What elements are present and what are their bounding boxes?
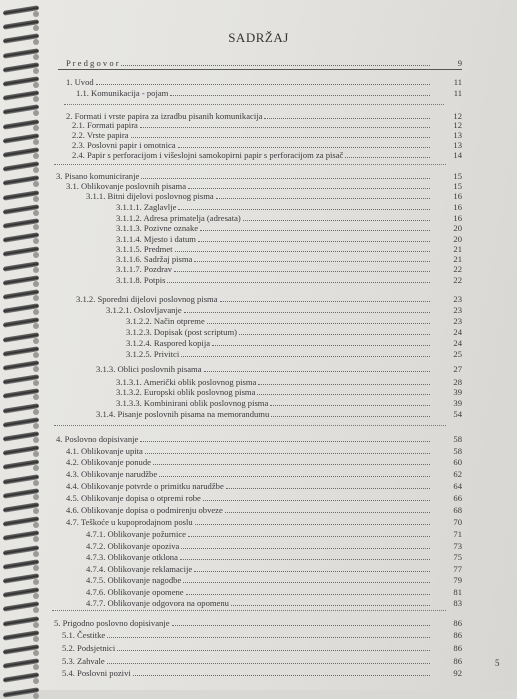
toc-leader-dots [195,524,430,525]
punch-hole [33,82,39,88]
toc-entry [126,349,462,359]
punch-hole [33,437,39,443]
toc-entry-label: 3.1.1.2. Adresa primatelja (adresata) [116,213,241,223]
section-rule [64,104,444,105]
toc-entry-page: 9 [457,58,462,68]
toc-entry-page: 28 [453,377,462,387]
toc-entry-page: 11 [453,88,462,98]
toc-entry-label: 3.1.2.5. Privitci [126,349,180,359]
toc-entry [116,377,462,387]
punch-hole [33,522,39,528]
page-title: SADRŽAJ [228,30,289,45]
toc-leader-dots [198,241,430,242]
toc-leader-dots [194,261,430,262]
punch-hole [33,352,39,358]
toc-entry [76,88,462,98]
toc-entry [66,457,462,467]
toc-entry-page: 22 [453,264,462,274]
toc-entry-page: 86 [453,630,462,640]
punch-hole [33,196,39,202]
toc-entry [116,202,462,212]
toc-entry-page: 12 [453,120,462,130]
toc-entry-label: 2. Formati i vrste papira za izradbu pisanih komunikacija [66,111,263,121]
toc-leader-dots [117,650,430,651]
toc-entry-page: 20 [453,234,462,244]
toc-entry [72,140,462,150]
toc-entry-label: 4.7.4. Oblikovanje reklamacije [86,564,193,574]
toc-entry-label: 3.1.1. Bitni dijelovi poslovnog pisma [86,191,214,201]
page-number: 5 [495,658,500,668]
toc-leader-dots [141,178,430,179]
toc-leader-dots [257,394,430,395]
toc-entry-label: 4.7.3. Oblikovanje otklona [86,552,178,562]
toc-entry-label: 4.1. Oblikovanje upita [66,446,143,456]
toc-leader-dots [140,441,430,442]
toc-entry [86,552,462,562]
toc-entry [116,213,462,223]
punch-hole [33,494,39,500]
toc-entry-page: 60 [453,457,462,467]
toc-leader-dots [239,334,430,335]
toc-leader-dots [145,453,430,454]
toc-entry-label: 3.1.1.7. Pozdrav [116,264,173,274]
toc-entry-label: 4.3. Oblikovanje narudžbe [66,469,158,479]
toc-entry-page: 23 [453,316,462,326]
toc-entry-label: 3.1.1.5. Predmet [116,244,173,254]
toc-leader-dots [345,157,430,158]
toc-entry-label: 4.4. Oblikovanje potvrde o primitku narudžbe [66,481,224,491]
punch-hole [33,607,39,613]
punch-hole [33,11,39,17]
section-rule [54,425,446,426]
toc-entry-page: 75 [453,552,462,562]
toc-entry-label: 3.1.2.1. Oslovljavanje [106,305,182,315]
toc-entry [116,398,462,408]
toc-leader-dots [226,488,430,489]
toc-entry-label: 4.2. Oblikovanje ponude [66,457,151,467]
punch-hole [33,636,39,642]
punch-hole [33,693,39,699]
toc-leader-dots [181,548,430,549]
toc-entry [96,409,462,419]
punch-hole [33,153,39,159]
punch-hole [33,508,39,514]
section-rule [52,610,446,611]
toc-entry-page: 21 [453,244,462,254]
toc-entry-label: 4.7.2. Oblikovanje opoziva [86,541,180,551]
toc-entry-label: 3.1.1.6. Sadržaj pisma [116,254,193,264]
toc-entry-label: 2.3. Poslovni papir i omotnica [72,140,176,150]
toc-entry [72,120,462,130]
toc-entry-label: 3.1.1.3. Pozivne oznake [116,223,199,233]
toc-leader-dots [140,127,430,128]
toc-entry-page: 86 [453,618,462,628]
toc-entry-page: 83 [453,598,462,608]
toc-entry-page: 16 [453,191,462,201]
toc-entry-label: 5.4. Poslovni pozivi [62,668,131,678]
toc-entry [54,618,462,628]
toc-leader-dots [167,282,430,283]
toc-entry-page: 12 [453,111,462,121]
toc-entry-label: 5.1. Čestitke [62,630,106,640]
toc-leader-dots [121,65,430,66]
toc-entry-label: 3.1.3.3. Kombinirani oblik poslovnog pisma [116,398,269,408]
toc-entry [86,587,462,597]
toc-entry-label: 3.1.2.3. Dopisak (post scriptum) [126,327,237,337]
toc-leader-dots [175,251,430,252]
punch-hole [33,238,39,244]
toc-leader-dots [207,323,430,324]
toc-entry-page: 86 [453,643,462,653]
toc-entry-page: 27 [453,364,462,374]
toc-leader-dots [178,147,430,148]
toc-entry-page: 22 [453,275,462,285]
toc-entry-label: 4.7.5. Oblikovanje nagodbe [86,575,182,585]
toc-entry-page: 71 [453,529,462,539]
punch-hole [33,167,39,173]
toc-entry [66,181,462,191]
punch-hole [33,125,39,131]
toc-entry [86,191,462,201]
toc-entry [86,598,462,608]
punch-hole [33,423,39,429]
toc-leader-dots [170,95,430,96]
punch-hole [33,181,39,187]
toc-entry-page: 21 [453,254,462,264]
spiral-binding [0,0,44,690]
toc-entry [62,643,462,653]
toc-leader-dots [188,188,430,189]
punch-hole [33,551,39,557]
toc-entry-page: 11 [453,77,462,87]
toc-entry-page: 62 [453,469,462,479]
punch-hole [33,380,39,386]
toc-entry [126,338,462,348]
toc-entry [86,541,462,551]
toc-entry [66,505,462,515]
toc-entry [66,58,462,68]
toc-entry [62,668,462,678]
punch-hole [33,465,39,471]
toc-entry-page: 70 [453,517,462,527]
toc-leader-dots [107,637,430,638]
punch-hole [33,593,39,599]
punch-hole [33,678,39,684]
punch-hole [33,366,39,372]
toc-entry-page: 23 [453,294,462,304]
toc-entry-page: 24 [453,338,462,348]
toc-entry-label: 1. Uvod [66,77,94,87]
toc-leader-dots [220,301,430,302]
toc-entry-label: 3.1.3. Oblici poslovnih pisama [96,364,202,374]
punch-hole [33,664,39,670]
toc-entry-label: 5. Prigodno poslovno dopisivanje [54,618,170,628]
toc-entry-page: 68 [453,505,462,515]
toc-entry [62,656,462,666]
toc-leader-dots [131,137,430,138]
toc-entry-label: 3. Pisano komuniciranje [56,171,140,181]
toc-leader-dots [184,312,430,313]
toc-entry-page: 39 [453,387,462,397]
toc-entry-label: 4.7.7. Oblikovanje odgovora na opomenu [86,598,229,608]
toc-entry [106,305,462,315]
toc-entry-page: 13 [453,140,462,150]
toc-leader-dots [243,220,430,221]
toc-entry [116,234,462,244]
toc-entry [86,564,462,574]
toc-leader-dots [258,384,430,385]
toc-entry-label: 3.1.3.1. Američki oblik poslovnog pisma [116,377,257,387]
toc-leader-dots [216,198,430,199]
toc-entry [116,254,462,264]
toc-leader-dots [231,605,430,606]
punch-hole [33,409,39,415]
toc-entry [116,387,462,397]
punch-hole [33,394,39,400]
toc-entry-label: 3.1.3.2. Europski oblik poslovnog pisma [116,387,256,397]
toc-entry-label: 3.1.4. Pisanje poslovnih pisama na memorandumu [96,409,270,419]
toc-entry-label: 5.3. Zahvale [62,656,105,666]
toc-entry-label: 4.6. Oblikovanje dopisa o podmirenju obveze [66,505,223,515]
toc-entry-label: 4.7. Teškoće u kupoprodajnom poslu [66,517,193,527]
punch-hole [33,252,39,258]
title-rule [58,69,462,70]
punch-hole [33,139,39,145]
toc-entry [56,171,462,181]
toc-leader-dots [153,464,430,465]
toc-entry-page: 20 [453,223,462,233]
toc-leader-dots [204,371,430,372]
toc-leader-dots [107,663,430,664]
toc-entry-page: 81 [453,587,462,597]
punch-hole [33,451,39,457]
toc-entry [96,364,462,374]
toc-entry [76,294,462,304]
toc-entry-page: 24 [453,327,462,337]
toc-entry-label: 2.2. Vrste papira [72,130,129,140]
punch-hole [33,338,39,344]
toc-leader-dots [96,84,430,85]
toc-leader-dots [178,209,430,210]
toc-entry-label: 4.7.1. Oblikovanje požurnice [86,529,186,539]
toc-leader-dots [183,582,430,583]
toc-entry [66,517,462,527]
punch-hole [33,309,39,315]
toc-leader-dots [174,271,430,272]
toc-entry-page: 54 [453,409,462,419]
toc-entry-label: 3.1.1.1. Zaglavlje [116,202,177,212]
punch-hole [33,281,39,287]
punch-hole [33,210,39,216]
toc-leader-dots [159,476,430,477]
toc-entry [126,316,462,326]
toc-entry [72,130,462,140]
toc-entry [56,434,462,444]
toc-leader-dots [194,571,430,572]
toc-entry-page: 23 [453,305,462,315]
toc-entry-label: 3.1.1.4. Mjesto i datum [116,234,196,244]
toc-leader-dots [212,345,430,346]
toc-entry-label: 3.1. Oblikovanje poslovnih pisama [66,181,187,191]
toc-entry-page: 92 [453,668,462,678]
punch-hole [33,323,39,329]
punch-hole [33,68,39,74]
toc-entry-page: 58 [453,446,462,456]
toc-entry-label: 2.1. Formati papira [72,120,138,130]
toc-leader-dots [133,675,430,676]
toc-entry [66,469,462,479]
toc-leader-dots [180,559,430,560]
toc-leader-dots [188,536,430,537]
toc-entry [72,150,462,160]
toc-leader-dots [264,118,430,119]
toc-leader-dots [186,594,430,595]
toc-entry-page: 77 [453,564,462,574]
toc-entry-page: 58 [453,434,462,444]
toc-entry [116,264,462,274]
toc-entry-label: 3.1.2. Sporedni dijelovi poslovnog pisma [76,294,218,304]
section-rule [54,164,446,165]
toc-entry-label: 4.7.6. Oblikovanje opomene [86,587,184,597]
toc-entry-page: 86 [453,656,462,666]
toc-leader-dots [203,500,430,501]
toc-entry-page: 15 [453,181,462,191]
punch-hole [33,480,39,486]
punch-hole [33,96,39,102]
toc-leader-dots [172,625,430,626]
toc-entry [116,275,462,285]
punch-hole [33,224,39,230]
toc-entry [116,244,462,254]
toc-entry [86,575,462,585]
toc-entry-page: 13 [453,130,462,140]
punch-hole [33,565,39,571]
toc-entry-page: 39 [453,398,462,408]
toc-leader-dots [225,512,430,513]
punch-hole [33,54,39,60]
punch-hole [33,579,39,585]
toc-entry-page: 16 [453,202,462,212]
toc-leader-dots [181,356,430,357]
toc-entry [66,446,462,456]
toc-entry-label: 5.2. Podsjetnici [62,643,116,653]
punch-hole [33,295,39,301]
toc-entry [86,529,462,539]
toc-entry-page: 14 [453,150,462,160]
toc-entry-label: 3.1.1.8. Potpis [116,275,166,285]
toc-entry-label: 3.1.2.4. Raspored kopija [126,338,211,348]
toc-entry-label: P r e d g o v o r [66,58,119,68]
toc-entry [62,630,462,640]
toc-entry-label: 2.4. Papir s perforacijom i višeslojni samokopirni papir s perforacijom za pisač [72,150,344,160]
toc-entry-label: 3.1.2.2. Način otpreme [126,316,205,326]
toc-entry-page: 66 [453,493,462,503]
toc-entry [66,493,462,503]
toc-entry-page: 16 [453,213,462,223]
toc-entry-page: 15 [453,171,462,181]
punch-hole [33,650,39,656]
toc-entry-page: 25 [453,349,462,359]
toc-entry-label: 4. Poslovno dopisivanje [56,434,139,444]
punch-hole [33,110,39,116]
toc-leader-dots [271,416,430,417]
toc-leader-dots [200,230,430,231]
toc-entry-page: 79 [453,575,462,585]
toc-entry [126,327,462,337]
toc-entry [66,481,462,491]
toc-entry-page: 73 [453,541,462,551]
toc-entry-label: 4.5. Oblikovanje dopisa o otpremi robe [66,493,201,503]
toc-entry [116,223,462,233]
toc-entry-page: 64 [453,481,462,491]
punch-hole [33,622,39,628]
toc-leader-dots [270,405,430,406]
toc-entry [66,77,462,87]
toc-entry-label: 1.1. Komunikacija - pojam [76,88,169,98]
punch-hole [33,267,39,273]
punch-hole [33,536,39,542]
